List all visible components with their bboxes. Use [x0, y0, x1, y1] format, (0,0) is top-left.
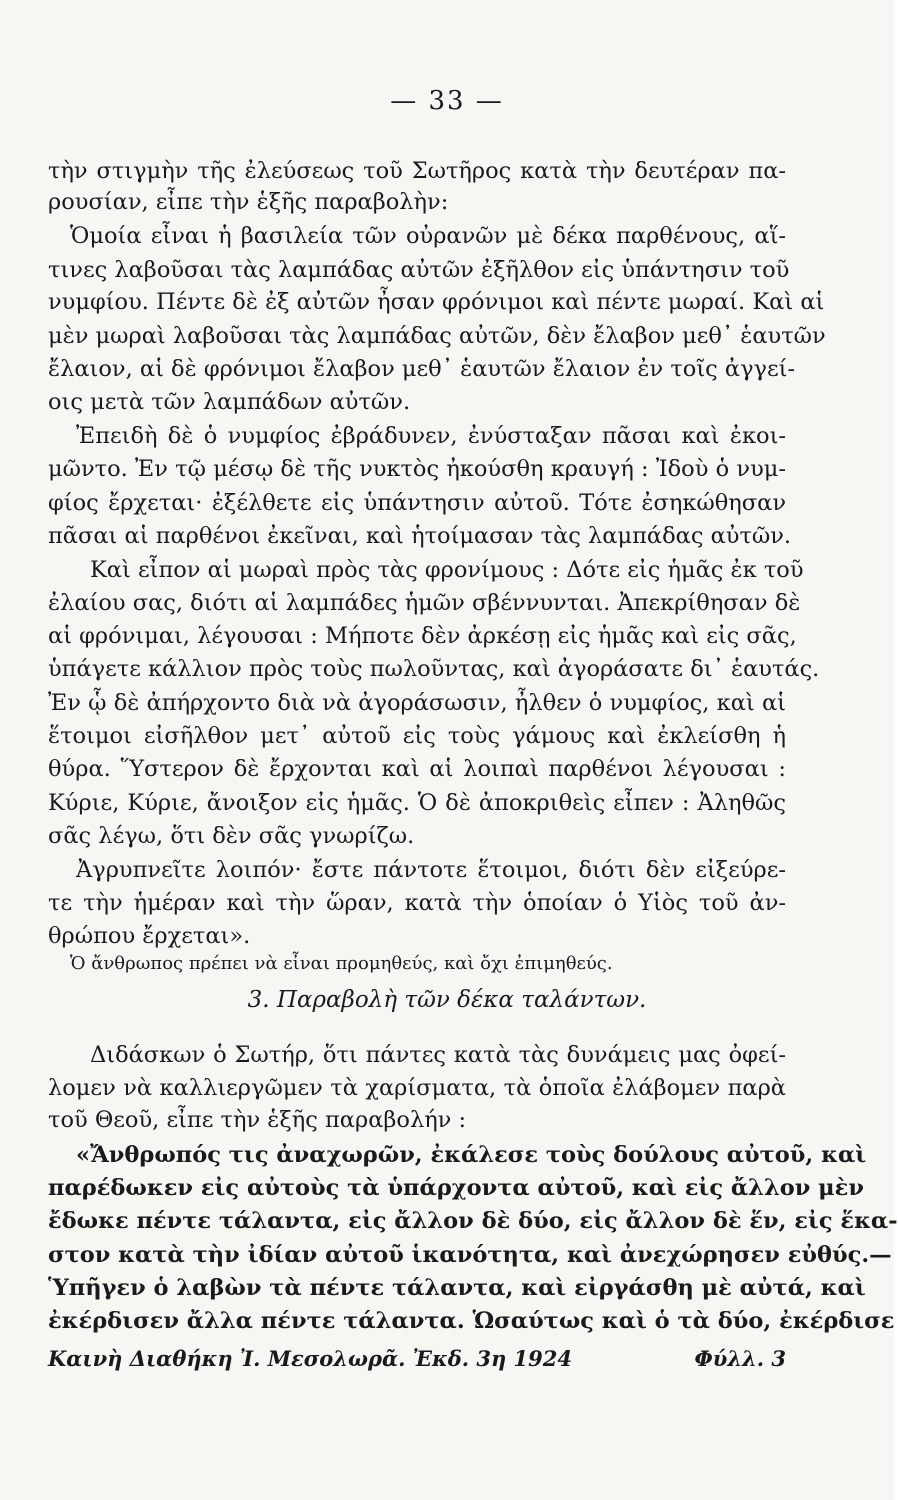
text-line: θύρα. Ὕστερον δὲ ἔρχονται καὶ αἱ λοιπαὶ παρθένοι λέγουσαι :: [48, 756, 786, 782]
text-line: μὲν μωραὶ λαβοῦσαι τὰς λαμπάδας αὐτῶν, δὲν ἔλαβον μεθ᾽ ἑαυτῶν: [48, 323, 826, 349]
text-line: μῶντο. Ἐν τῷ μέσῳ δὲ τῆς νυκτὸς ἠκούσθη κραυγή : Ἰδοὺ ὁ νυμ-: [48, 456, 786, 482]
text-line: σᾶς λέγω, ὅτι δὲν σᾶς γνωρίζω.: [48, 823, 415, 849]
text-line: νυμφίου. Πέντε δὲ ἐξ αὐτῶν ἦσαν φρόνιμοι καὶ πέντε μωραί. Καὶ αἱ: [48, 289, 825, 315]
text-line: Ἐπειδὴ δὲ ὁ νυμφίος ἐβράδυνεν, ἐνύσταξαν πᾶσαι καὶ ἐκοι-: [76, 423, 786, 449]
text-line: Ἐν ᾧ δὲ ἀπήρχοντο διὰ νὰ ἀγοράσωσιν, ἦλθεν ὁ νυμφίος, καὶ αἱ: [48, 690, 786, 716]
footer-signature-line: [48, 1346, 786, 1371]
text-line: αἱ φρόνιμαι, λέγουσαι : Μήποτε δὲν ἀρκέσῃ εἰς ἡμᾶς καὶ εἰς σᾶς,: [48, 623, 797, 649]
text-line: «Ἄνθρωπός τις ἀναχωρῶν, ἐκάλεσε τοὺς δούλους αὐτοῦ, καὶ: [76, 1142, 867, 1168]
text-line: ἕτοιμοι εἰσῆλθον μετ᾽ αὐτοῦ εἰς τοὺς γάμους καὶ ἐκλείσθη ἡ: [48, 723, 786, 749]
text-line: Καὶ εἶπον αἱ μωραὶ πρὸς τὰς φρονίμους : Δότε εἰς ἡμᾶς ἐκ τοῦ: [90, 557, 804, 583]
text-line: παρέδωκεν εἰς αὐτοὺς τὰ ὑπάρχοντα αὐτοῦ, καὶ εἰς ἄλλον μὲν: [48, 1175, 864, 1201]
text-line: ἐκέρδισεν ἄλλα πέντε τάλαντα. Ὡσαύτως καὶ ὁ τὰ δύο, ἐκέρδισε: [48, 1308, 895, 1334]
text-line: ὑπάγετε κάλλιον πρὸς τοὺς πωλοῦντας, καὶ ἀγοράσατε δι᾽ ἑαυτάς.: [48, 656, 820, 682]
text-line: τὴν στιγμὴν τῆς ἐλεύσεως τοῦ Σωτῆρος κατὰ τὴν δευτέραν πα-: [48, 158, 786, 184]
text-line: τοῦ Θεοῦ, εἶπε τὴν ἑξῆς παραβολήν :: [48, 1107, 467, 1133]
text-line: Ἀγρυπνεῖτε λοιπόν· ἔστε πάντοτε ἕτοιμοι, διότι δὲν εἰξεύρε-: [76, 857, 786, 883]
text-line: τινες λαβοῦσαι τὰς λαμπάδας αὐτῶν ἐξῆλθον εἰς ὑπάντησιν τοῦ: [48, 257, 790, 283]
text-line: πᾶσαι αἱ παρθένοι ἐκεῖναι, καὶ ἡτοίμασαν τὰς λαμπάδας αὐτῶν.: [48, 523, 792, 549]
text-line: Ὁμοία εἶναι ἡ βασιλεία τῶν οὐρανῶν μὲ δέκα παρθένους, αἵ-: [70, 223, 786, 249]
text-line: Κύριε, Κύριε, ἄνοιξον εἰς ἡμᾶς. Ὁ δὲ ἀποκριθεὶς εἶπεν : Ἀληθῶς: [48, 790, 786, 816]
text-line: θρώπου ἔρχεται».: [48, 923, 251, 949]
text-line: ἐλαίου σας, διότι αἱ λαμπάδες ἡμῶν σβέννυνται. Ἀπεκρίθησαν δὲ: [48, 590, 801, 616]
text-line: Ὑπῆγεν ὁ λαβὼν τὰ πέντε τάλαντα, καὶ εἰργάσθη μὲ αὐτά, καὶ: [48, 1275, 866, 1301]
footer-sheet-number: Φύλλ. 3: [694, 1346, 786, 1371]
text-line: φίος ἔρχεται· ἐξέλθετε εἰς ὑπάντησιν αὐτοῦ. Τότε ἐσηκώθησαν: [48, 490, 786, 516]
text-line: ἔλαιον, αἱ δὲ φρόνιμοι ἔλαβον μεθ᾽ ἑαυτῶν ἔλαιον ἐν τοῖς ἀγγεί-: [48, 356, 796, 382]
text-line: Ὁ ἄνθρωπος πρέπει νὰ εἶναι προμηθεύς, καὶ ὄχι ἐπιμηθεύς.: [70, 953, 613, 974]
text-line: οις μετὰ τῶν λαμπάδων αὐτῶν.: [48, 389, 411, 415]
text-line: Διδάσκων ὁ Σωτήρ, ὅτι πάντες κατὰ τὰς δυνάμεις μας ὀφεί-: [90, 1042, 786, 1068]
text-line: τε τὴν ἡμέραν καὶ τὴν ὥραν, κατὰ τὴν ὁποίαν ὁ Υἱὸς τοῦ ἀν-: [48, 890, 786, 916]
text-line: στον κατὰ τὴν ἰδίαν αὐτοῦ ἱκανότητα, καὶ ἀνεχώρησεν εὐθύς.—: [48, 1242, 892, 1268]
text-line: ἔδωκε πέντε τάλαντα, εἰς ἄλλον δὲ δύο, εἰς ἄλλον δὲ ἕν, εἰς ἕκα-: [48, 1208, 898, 1234]
section-heading: 3. Παραβολὴ τῶν δέκα ταλάντων.: [247, 987, 647, 1013]
text-line: ρουσίαν, εἶπε τὴν ἑξῆς παραβολὴν:: [48, 189, 449, 215]
footer-publication: Καινὴ Διαθήκη Ἰ. Μεσολωρᾶ. Ἐκδ. 3η 1924: [48, 1346, 573, 1371]
page-number: — 33 —: [390, 86, 504, 116]
text-line: λομεν νὰ καλλιεργῶμεν τὰ χαρίσματα, τὰ ὁποῖα ἐλάβομεν παρὰ: [48, 1075, 786, 1101]
